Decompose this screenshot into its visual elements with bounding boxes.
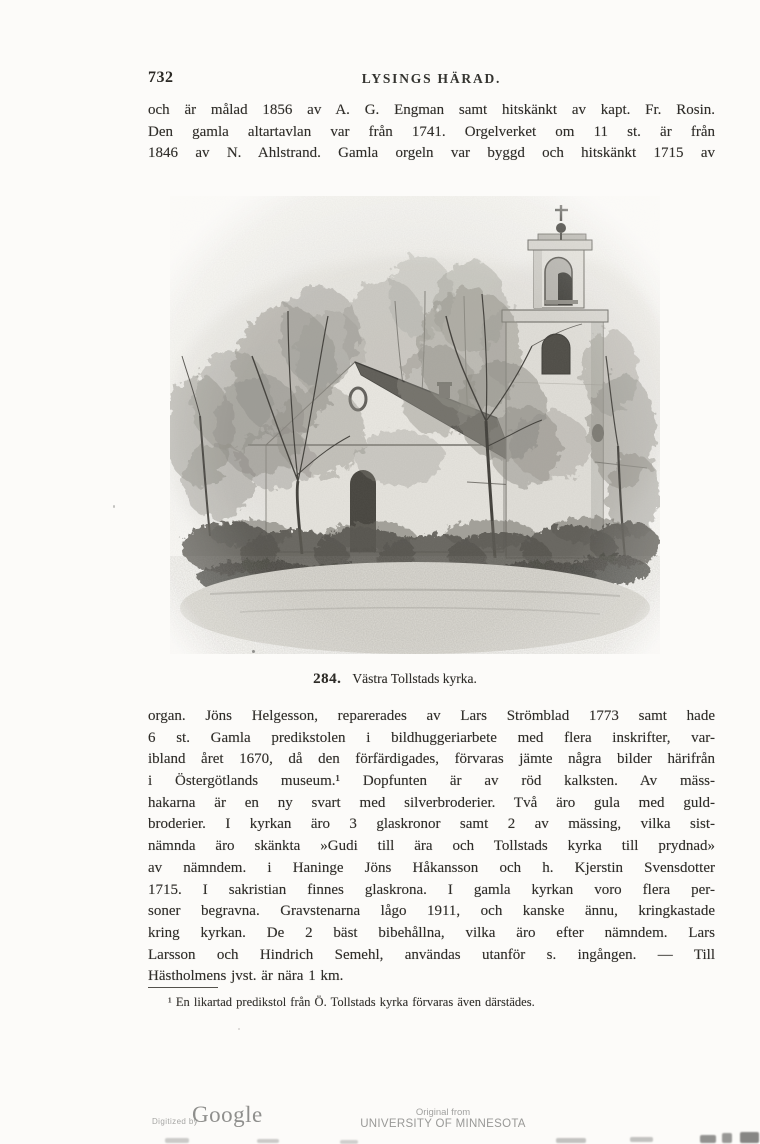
scan-artifact [257, 1139, 279, 1143]
scan-artifact [165, 1138, 189, 1143]
text-line: kring kyrkan. De 2 bäst bibehållna, vilka äro efter nämndem. Lars [148, 924, 715, 941]
text-line: broderier. I kyrkan äro 3 glaskronor samt 2 av mässing, vilka sist- [148, 816, 715, 833]
running-head: LYSINGS HÄRAD. [361, 71, 502, 86]
church-illustration [170, 196, 660, 654]
paragraph-bottom [148, 706, 715, 988]
text-line: 1846 av N. Ahlstrand. Gamla orgeln var byggd och hitskänkt 1715 av [148, 145, 715, 162]
figure-number: 284. [313, 671, 342, 687]
text-line: och är målad 1856 av A. G. Engman samt hitskänkt av kapt. Fr. Rosin. [148, 102, 715, 118]
text-line: Larsson och Hindrich Semehl, användas utanför s. ingången. — Till [148, 946, 715, 963]
text-line: Hästholmens jvst. är nära 1 km. [148, 968, 344, 985]
scan-artifact [630, 1137, 653, 1142]
figure-caption [160, 671, 630, 688]
provenance-stamp [343, 1107, 543, 1130]
footnote-rule [148, 987, 218, 988]
text-line: i Östergötlands museum.¹ Dopfunten är av röd kalksten. Av mäss- [148, 773, 715, 790]
text-line: ibland året 1670, då den förfärdigades, förvaras jämte några bilder härifrån [148, 751, 715, 768]
text-line: Den gamla altartavlan var från 1741. Orgelverket om 11 st. är från [148, 123, 715, 140]
page-number: 732 [148, 69, 174, 86]
scan-artifact [556, 1138, 586, 1143]
scan-artifact [740, 1132, 759, 1143]
figure-title: Västra Tollstads kyrka. [352, 671, 477, 686]
etching-grain [170, 196, 660, 654]
google-logo: Google [192, 1102, 263, 1127]
text-line: hakarna är en ny svart med silverbroderier. Två äro gula med guld- [148, 794, 715, 811]
original-from-label: Original from [415, 1107, 471, 1118]
digitized-by-label: Digitized by [152, 1117, 199, 1126]
text-line: 1715. I sakristian finnes glaskrona. I gamla kyrkan voro flera per- [148, 881, 715, 898]
text-line: soner begravna. Gravstenarna lågo 1911, och kanske ännu, kringkastade [148, 903, 715, 920]
text-line: av nämndem. i Haninge Jöns Håkansson och h. Kjerstin Svensdotter [148, 859, 715, 876]
scan-artifact [113, 505, 115, 508]
text-line: nämnda äro skänkta »Gudi till ära och Tollstads kyrka till prydnad» [148, 838, 715, 855]
scan-artifact [340, 1140, 358, 1144]
paragraph-top [148, 100, 715, 165]
scan-artifact [700, 1135, 716, 1143]
institution-label: UNIVERSITY OF MINNESOTA [360, 1118, 526, 1130]
scan-artifact [722, 1133, 732, 1143]
church-etching-svg [170, 196, 660, 654]
scan-artifact [252, 650, 255, 653]
footnote: ¹ En likartad predikstol från Ö. Tollstads kyrka förvaras även därstädes. [168, 995, 535, 1009]
scan-artifact [238, 1028, 240, 1030]
text-line: organ. Jöns Helgesson, reparerades av Lars Strömblad 1773 samt hade [148, 708, 715, 724]
text-line: 6 st. Gamla predikstolen i bildhuggeriarbete med flera inskrifter, var- [148, 729, 715, 746]
